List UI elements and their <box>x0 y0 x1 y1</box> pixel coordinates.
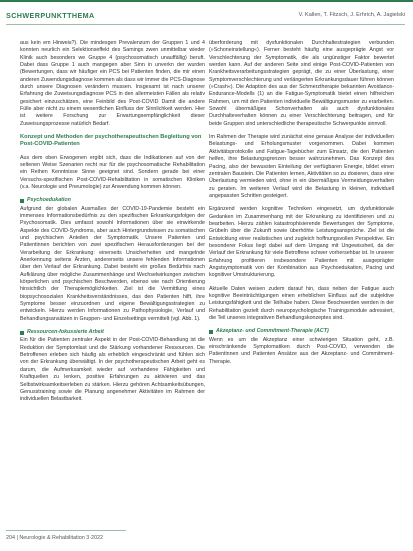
page-footer: 204 | Neurologie & Rehabilitation 3·2022 <box>6 535 103 541</box>
square-bullet-icon <box>20 331 24 335</box>
paragraph: Aktuelle Daten weisen zudem darauf hin, dass neben der Fatigue auch kognitive Beeinträchtigungen einen erheblichen Einfluss auf die subjektive Leistungsfähigkeit und die Teilhabe haben. Diese Beschwerden werden in der Rehabilitation gezielt durch neuropsychologische Trainingsmodule adressiert, die Teil unseres integrativen Behandlungskonzeptes sind. <box>209 285 394 322</box>
square-bullet-icon <box>20 199 24 203</box>
paragraph: Aus dem oben Erwogenen ergibt sich, dass die Indikationen auf von der seltenen Weise Szenarien recht nur für die psychosomatische Rehabilitation ein Reihen Kenntnisse Sinne geeignet sind. Sondern gerade bei einer Versuchs-spezifischen Post-COVID-Rehabilitation in somatischen Kliniken (v.a. Neurologie und Pneumologie) zur Anwendung kommen können. <box>20 154 205 190</box>
paragraph: Ergänzend werden kognitive Techniken eingesetzt, um dysfunktionale Gedanken im Zusammenhang mit der Erkrankung zu identifizieren und zu bearbeiten. Hierzu zählen katastrophisierende Bewertungen der Symptome, Grübeln über die Zukunft sowie überhöhte Leistungsansprüche. Ziel ist die Entwicklung einer realistischen und zugleich hoffnungsvollen Perspektive. Ein besonderer Fokus liegt dabei auf dem Umgang mit Ungewissheit, da der Verlauf der Erkrankung für viele Betroffene schwer vorhersehbar ist. In unserer Erfahrung profitieren insbesondere Patienten mit ausgeprägter Angstsymptomatik von der Kombination aus Psychoedukation, Pacing und kognitiver Umstrukturierung. <box>209 206 394 279</box>
paragraph: Wenn es um die Akzeptanz einer schwierigen Situation geht, z.B. einschränkende Symptomatiken durch Post-COVID, verwenden die Patientinnen und Patienten Ansätze aus der Akzeptanz- und Commitment-Therapie. <box>209 336 394 365</box>
section-heading: Konzept und Methoden der psychotherapeutischen Begleitung von Post-COVID-Patienten <box>20 134 202 148</box>
left-column <box>20 40 205 410</box>
section-label: SCHWERPUNKTTHEMA <box>6 10 95 20</box>
subheading-ressourcen <box>20 329 205 336</box>
running-header <box>6 8 405 22</box>
subheading-text: Akzeptanz- und Commitment-Therapie (ACT) <box>216 328 329 335</box>
footer-divider <box>6 530 126 531</box>
paragraph: überforderung mit dysfunktionalen Durchhaltestrategien verbunden (»Schoneinstellung«). Ferner besteht häufig eine ausgeprägte Angst vor Verschlechterung der Symptomatik, die als ungünstiger Faktor bewertet werden kann. Auf der anderen Seite sind einige Post-COVID-Patienten von Krankheitsverarbeitungsstrategien geprägt, die zu einer Überlastung, einer Symptomverschlechterung und verlängerten Erkrankungsdauer führen können (»Crash«). Die Adaption des aus der Schmerztherapie bekannten Avoidance-Endurance-Modells (1) an die Fatigue-Symptomatik bietet einen hilfreichen Rahmen, um mit den Patienten individuelle Bewältigungsmuster zu erarbeiten. Sowohl übermäßiges Schonverhalten als auch dysfunktionales Durchhalteverhalten können zu einer Verschlechterung beitragen, und für beide Gruppen sind unterschiedliche therapeutische Schwerpunkte sinnvoll. <box>209 40 394 127</box>
square-bullet-icon <box>209 330 213 334</box>
subheading-act <box>209 328 394 335</box>
subheading-text: Psychoedukation <box>27 197 71 204</box>
paragraph: aus kein em Hinweis?). Die mindesgen Prevalenzum der Gruppen 1 und 4 konnten neurlich ein Selektionseffekt des Samings zwen unmittelbar wieder Klinik auch besonders we Gruppe 4 (psychosomatisch unauffällig) beruft. Dabei dass Gruppe 1 auch mangegen aber Sinn in unverkn der wurden (Bewertungen, dass wir häufiger ein PCS bei Patienten finden, die mir einen anderen Zuwendungsdiagnose kommen als dass wir immer die PCS-Diagnose durch unsere Diagnosen verändern mussen. Insgesamt ist nach unserer Erfahrung die Zuweisungsdiagnose PCS in den allermeisten Fällen als relativ gesichert einzuschätzen, eine Feinbild des Post-COVID Damit die andere Fülle aber nicht zu einem wesentlichen Einfluss der Sinnlichkeit werden. Hier ist weitere Forschung zur Erwartungsempfänglichkeit dieser Zuweisungsprozesse natürlich Bedarf. <box>20 40 205 127</box>
right-column <box>209 40 394 372</box>
header-divider <box>6 24 405 25</box>
paragraph: Aufgrund der globalen Ausmaßes der COVID-19-Pandemie besteht ein immenses Informationsbedürfnis zu den spezifischen Erkrankungsfolgen der Psychosomatik. Dies umfasst sowohl Informationen über sie einwirkende Aspekte des COVID-Syndroms, aber auch Hintergrundwissen zu somatischen und psychischen Anteilen der Symptomatik. Unsere Patienten und Patientinnen berichten von zwei spezifischen Herausforderungen bei der Verarbeitung der Erkrankung: einerseits Unsicherheiten und mangelnde Anerkennung seitens Ärzten, andererseits unsere fehlenden Informationen über den Verlauf der Erkrankung. Dabei besteht ein großes Bedürfnis nach Aufklärung über mögliche Zusammenhänge und Wechselwirkungen zwischen körperlichen und psychischen Beschwerden, ebenso wie nach Orientierung hinsichtlich der Therapiemöglichkeiten. Ziel ist die Vermittlung eines biopsychosozialen Krankheitsverständnisses, das den Patienten hilft, ihre Symptome besser einzuordnen und eigene Bewältigungsstrategien zu entwickeln. Hierzu werden Informationen zu Pathophysiologie, Verlauf und Behandlungsansätzen in Gruppen- und Einzelsettings vermittelt (vgl. Abb. 1). <box>20 205 205 322</box>
paragraph: Im Rahmen der Therapie wird zunächst eine genaue Analyse der individuellen Belastungs- und Erholungsmuster vorgenommen. Dabei kommen Aktivitätsprotokolle und Fatigue-Tagebücher zum Einsatz, die den Patienten helfen, ihre Belastungsgrenzen besser wahrzunehmen. Das Konzept des Pacing, also der bewussten Einteilung der verfügbaren Energie, bildet einen zentralen Baustein. Die Patienten lernen, Aktivitäten so zu dosieren, dass eine Überlastung vermieden wird, ohne in ein übermäßiges Vermeidungsverhalten zu geraten. Im weiteren Verlauf wird die Belastung in kleinen, individuell angepassten Schritten gesteigert. <box>209 134 394 199</box>
top-accent-rule <box>0 0 413 2</box>
subheading-psychoedukation <box>20 197 205 204</box>
subheading-text: Ressourcen-fokussierte Arbeit <box>27 329 104 336</box>
author-line: V. Kallen, T. Fitzsch, J. Erhrich, A. Jagielski <box>298 12 405 18</box>
paragraph: Ein für die Patienten zentraler Aspekt in der Post-COVID-Behandlung ist die Reduktion der Symptomlast und die Stärkung vorhandener Ressourcen. Die Betroffenen erleben sich häufig als erheblich eingeschränkt und fühlen sich von der Erkrankung überwältigt. In der psychotherapeutischen Arbeit geht es darum, die Aufmerksamkeit wieder auf vorhandene Fähigkeiten und Kraftquellen zu lenken, positive Erfahrungen zu aktivieren und das Selbstwirksamkeitserleben zu stärken. Hierzu gehören Achtsamkeitsübungen, Genusstraining sowie die Planung angenehmer Aktivitäten im Rahmen der individuellen Belastbarkeit. <box>20 337 205 403</box>
